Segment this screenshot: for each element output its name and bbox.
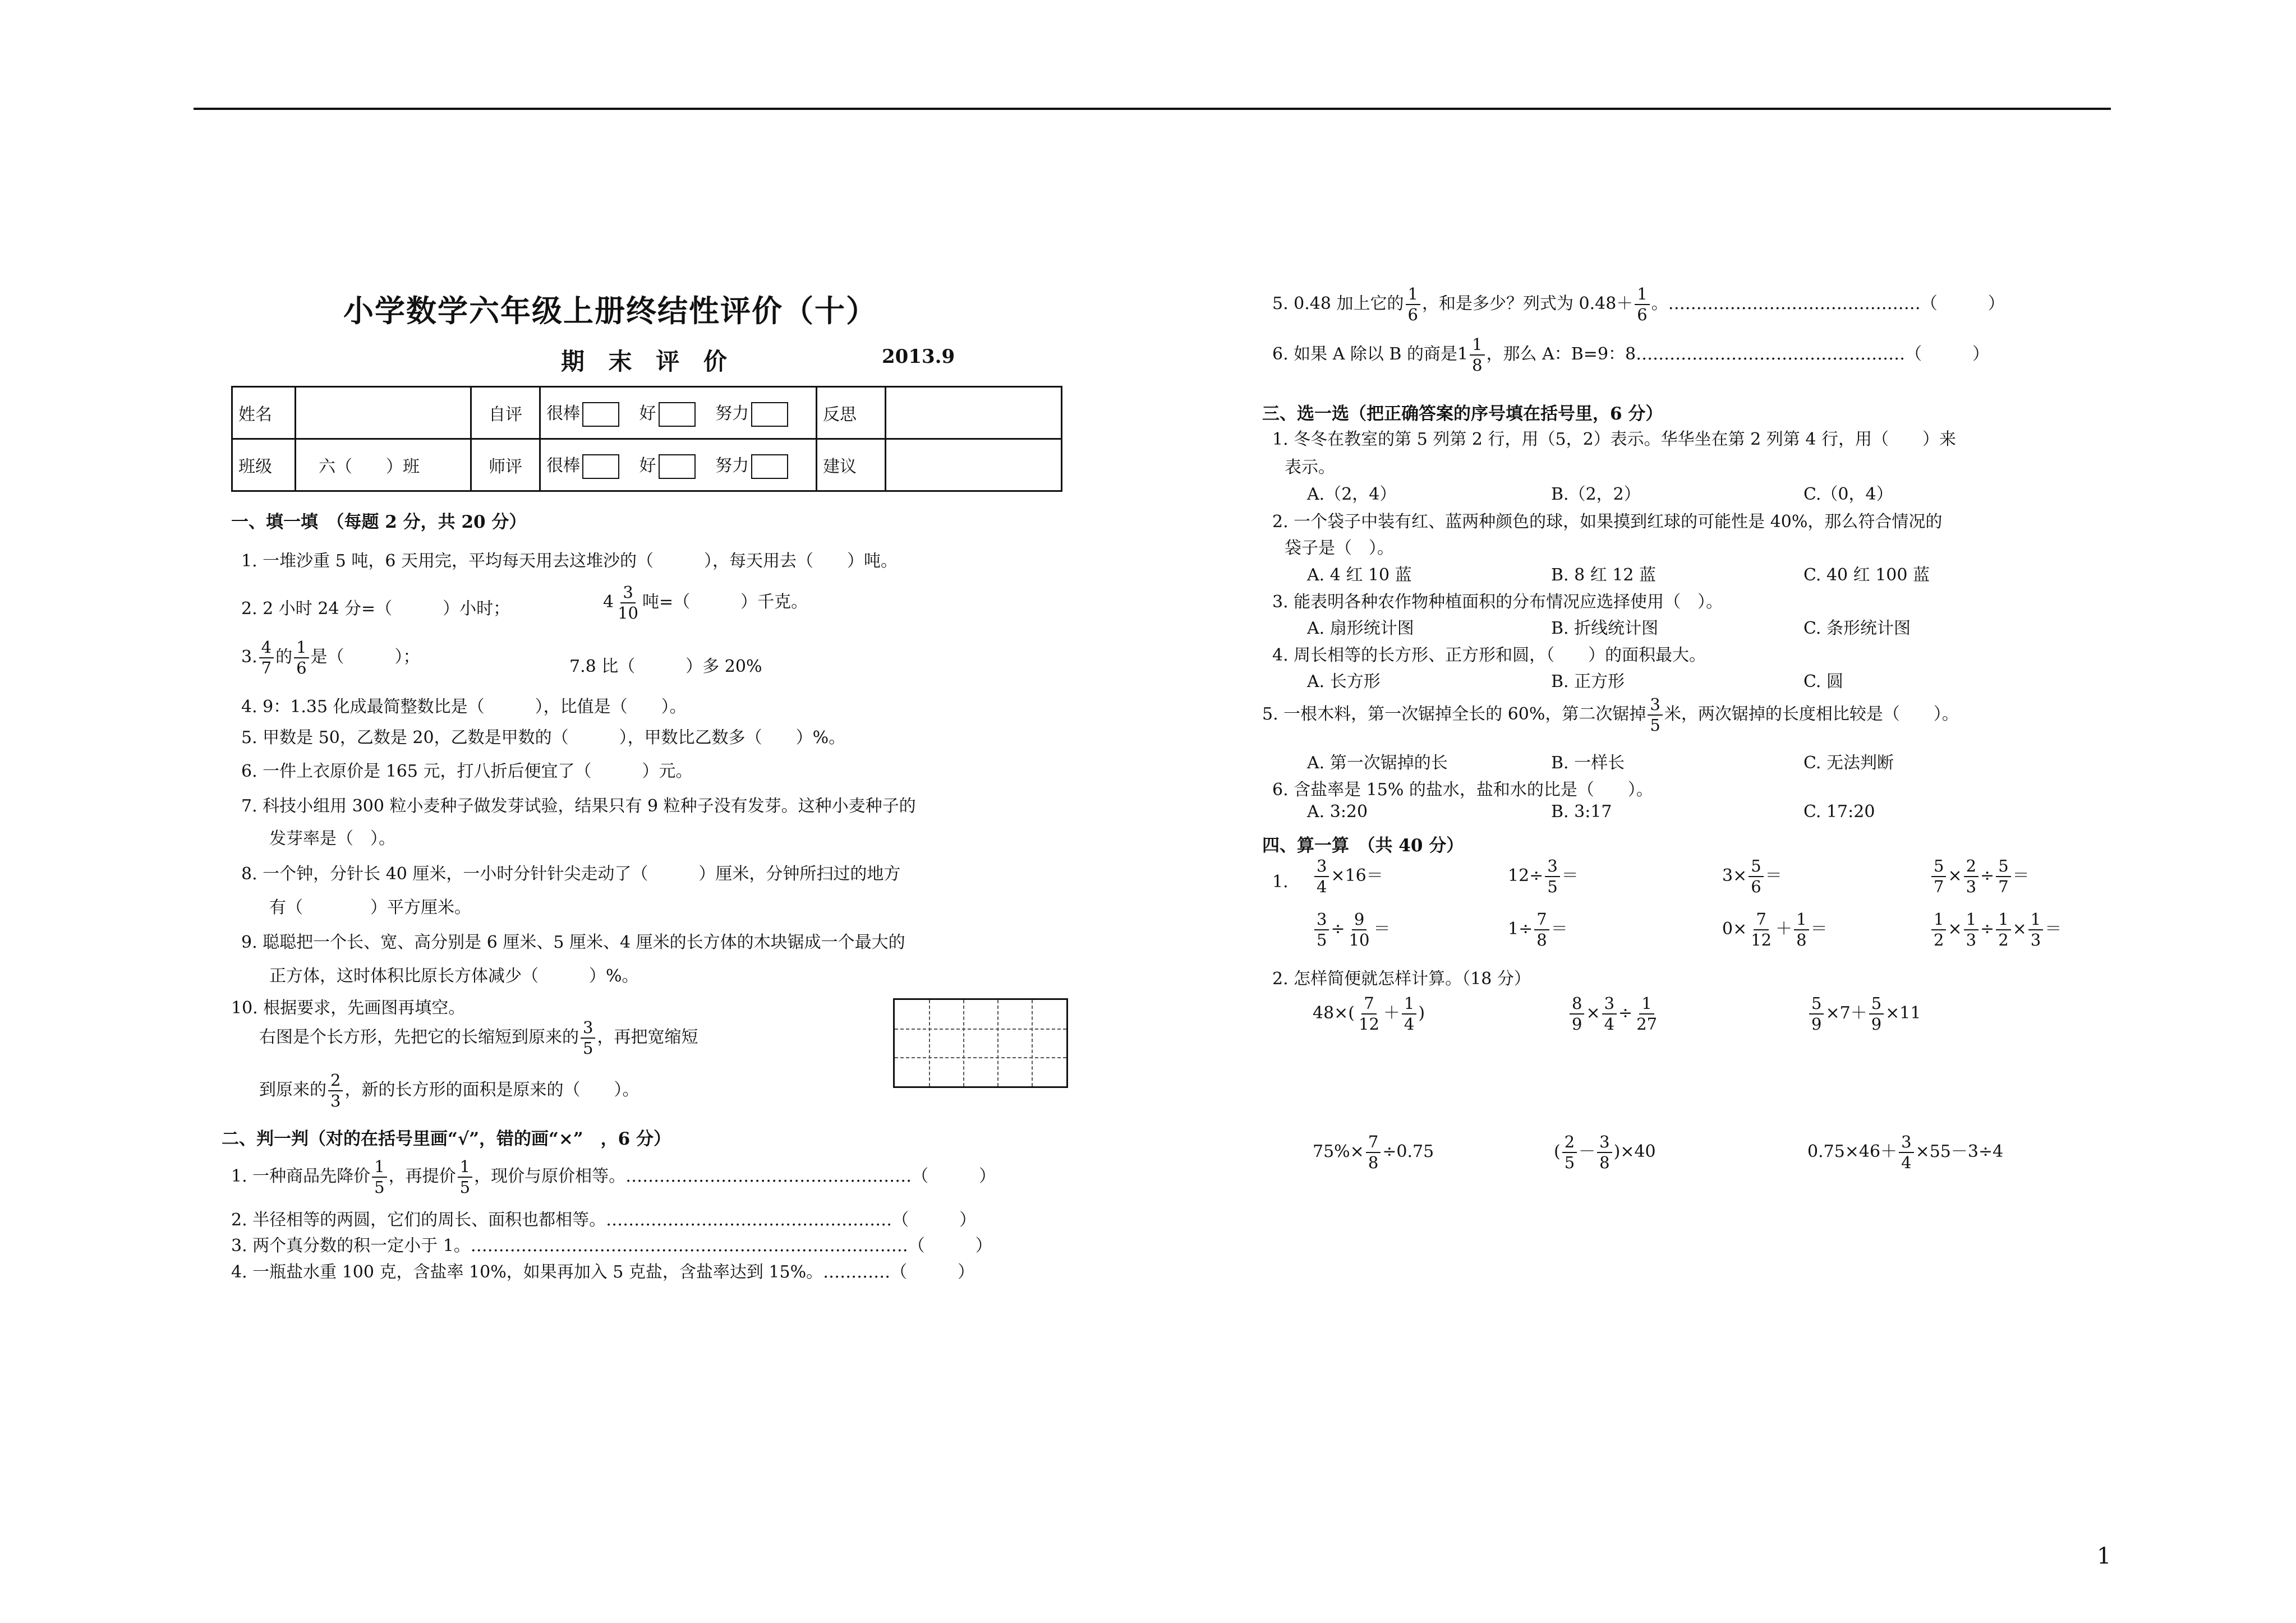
s2-q4: 4. 一瓶盐水重 100 克，含盐率 10%，如果再加入 5 克盐，含盐率达到 15%。…………（ ） [231, 1262, 975, 1282]
teacher-eval-options [540, 439, 817, 491]
exam-subtitle: 期 末 评 价 [561, 348, 735, 375]
s2-q1: 1. 一种商品先降价 $\frac{1}{5}$ ，再提价 $\frac{1}{5}$ ，现价与原价相等。……………………………………………（ ） [231, 1157, 996, 1197]
s3-q5-opt-a[interactable]: A. 第一次锯掉的长 [1307, 753, 1448, 773]
rectangle-grid-figure [893, 998, 1068, 1088]
s3-q2b: 袋子是（ ）。 [1285, 538, 1394, 558]
s3-q3-opt-c[interactable]: C. 条形统计图 [1803, 619, 1911, 638]
self-eval-label: 自评 [471, 387, 540, 439]
s3-q1-opt-b[interactable]: B.（2，2） [1551, 485, 1641, 504]
s4-expr4: $\frac{5}{7}$ × $\frac{2}{3}$ ÷ $\frac{5}{7}$ ＝ [1930, 858, 2030, 895]
s4-expr6: 1÷ $\frac{7}{8}$ ＝ [1508, 910, 1568, 949]
s3-q5-opt-b[interactable]: B. 一样长 [1551, 753, 1625, 773]
good-label: 好 [639, 403, 656, 423]
s4-simplify1: 48×( $\frac{7}{12}$ ＋ $\frac{1}{4}$ ) [1313, 994, 1425, 1034]
s1-q5: 5. 甲数是 50，乙数是 20，乙数是甲数的（ ），甲数比乙数多（ ）%。 [241, 728, 846, 748]
s3-q4: 4. 周长相等的长方形、正方形和圆，（ ）的面积最大。 [1272, 645, 1706, 665]
s1-q9b: 正方体，这时体积比原长方体减少（ ）%。 [269, 966, 639, 986]
student-info-table [231, 386, 1062, 492]
great-label: 很棒 [546, 455, 580, 476]
s3-q5-opt-c[interactable]: C. 无法判断 [1803, 753, 1894, 773]
reflect-label: 反思 [817, 387, 886, 439]
s3-q2a: 2. 一个袋子中装有红、蓝两种颜色的球，如果摸到红球的可能性是 40%，那么符合情况的 [1272, 512, 1943, 532]
s3-q1-opt-c[interactable]: C.（0，4） [1803, 485, 1893, 504]
s1-q4: 4. 9：1.35 化成最简整数比是（ ），比值是（ ）。 [241, 697, 687, 717]
s1-q2b: 4 $\frac{3}{10}$ 吨=（ ）千克。 [603, 583, 808, 623]
s2-q2: 2. 半径相等的两圆，它们的周长、面积也都相等。……………………………………………（ ） [231, 1210, 977, 1230]
s1-q9a: 9. 聪聪把一个长、宽、高分别是 6 厘米、5 厘米、4 厘米的长方体的木块锯成一个最大的 [241, 933, 905, 952]
s3-q6-opt-b[interactable]: B. 3:17 [1551, 802, 1612, 822]
s1-q10a: 10. 根据要求，先画图再填空。 [231, 998, 466, 1018]
s3-q1b: 表示。 [1285, 458, 1335, 477]
s3-q3-opt-a[interactable]: A. 扇形统计图 [1307, 619, 1414, 638]
good-box[interactable] [659, 402, 696, 427]
s1-q1: 1. 一堆沙重 5 吨，6 天用完，平均每天用去这堆沙的（ ），每天用去（ ）吨。 [241, 551, 898, 571]
s4-simplify3: $\frac{5}{9}$ ×7＋ $\frac{5}{9}$ ×11 [1807, 995, 1921, 1032]
page-number: 1 [2097, 1543, 2111, 1569]
reflect-field[interactable] [886, 387, 1062, 439]
s1-q8a: 8. 一个钟，分针长 40 厘米，一小时分针针尖走动了（ ）厘米，分钟所扫过的地方 [241, 864, 901, 884]
s1-q7a: 7. 科技小组用 300 粒小麦种子做发芽试验，结果只有 9 粒种子没有发芽。这种小麦种子的 [241, 796, 916, 816]
s1-q2a: 2. 2 小时 24 分=（ ）小时； [241, 599, 510, 619]
suggest-field[interactable] [886, 439, 1062, 491]
effort-box[interactable] [751, 402, 788, 427]
exam-date: 2013.9 [882, 345, 955, 368]
s1-q7b: 发芽率是（ ）。 [269, 829, 395, 849]
s3-q4-opt-a[interactable]: A. 长方形 [1307, 672, 1381, 691]
s3-q6: 6. 含盐率是 15% 的盐水，盐和水的比是（ ）。 [1272, 780, 1653, 800]
section1-heading: 一、填一填 （每题 2 分，共 20 分） [231, 512, 527, 532]
s3-q3-opt-b[interactable]: B. 折线统计图 [1551, 619, 1659, 638]
s3-q2-opt-b[interactable]: B. 8 红 12 蓝 [1551, 565, 1656, 585]
good-box[interactable] [659, 454, 696, 479]
section3-heading: 三、选一选（把正确答案的序号填在括号里，6 分） [1262, 404, 1663, 424]
s4-simplify2: $\frac{8}{9}$ × $\frac{3}{4}$ ÷ $\frac{1}{27}$ [1568, 995, 1661, 1032]
s3-q6-opt-c[interactable]: C. 17:20 [1803, 802, 1875, 822]
s4-simplify5: ( $\frac{2}{5}$ － $\frac{3}{8}$ )×40 [1554, 1132, 1656, 1172]
s3-q4-opt-b[interactable]: B. 正方形 [1551, 672, 1625, 691]
s1-q3b: 7.8 比（ ）多 20% [569, 657, 762, 676]
s2-q3: 3. 两个真分数的积一定小于 1。……………………………………………………………………（ ） [231, 1236, 992, 1256]
s1-q10c: 到原来的 $\frac{2}{3}$ ，新的长方形的面积是原来的（ ）。 [259, 1071, 639, 1110]
top-rule [194, 108, 2111, 110]
self-eval-options [540, 387, 817, 439]
s3-q3: 3. 能表明各种农作物种植面积的分布情况应选择使用（ ）。 [1272, 592, 1723, 612]
s4-expr7: 0× $\frac{7}{12}$ ＋ $\frac{1}{8}$ ＝ [1722, 910, 1828, 949]
name-label: 姓名 [232, 387, 296, 439]
s1-q8b: 有（ ）平方厘米。 [269, 898, 471, 917]
s3-q5: 5. 一根木料，第一次锯掉全长的 60%，第二次锯掉 $\frac{3}{5}$ 米，两次锯掉的长度相比较是（ ）。 [1262, 695, 1959, 735]
s3-q2-opt-c[interactable]: C. 40 红 100 蓝 [1803, 565, 1930, 585]
s4-expr8: $\frac{1}{2}$ × $\frac{1}{3}$ ÷ $\frac{1}{2}$ × $\frac{1}{3}$ ＝ [1930, 911, 2062, 948]
s1-q3a: 3. $\frac{4}{7}$ 的 $\frac{1}{6}$ 是（ ）； [241, 638, 420, 677]
s4-expr2: 12÷ $\frac{3}{5}$ ＝ [1508, 856, 1579, 896]
effort-box[interactable] [751, 454, 788, 479]
section4-heading: 四、算一算 （共 40 分） [1262, 836, 1464, 856]
s2-q5: 5. 0.48 加上它的 $\frac{1}{6}$ ，和是多少？列式为 0.48＋ $\frac{1}{6}$ 。………………………………………（ ） [1272, 284, 2005, 324]
teacher-eval-label: 师评 [471, 439, 540, 491]
great-box[interactable] [582, 402, 619, 427]
s1-q6: 6. 一件上衣原价是 165 元，打八折后便宜了（ ）元。 [241, 762, 693, 781]
great-box[interactable] [582, 454, 619, 479]
s1-q10b: 右图是个长方形，先把它的长缩短到原来的 $\frac{3}{5}$ ，再把宽缩短 [259, 1018, 698, 1058]
s4-lead1: 1. [1272, 872, 1289, 892]
section2-heading: 二、判一判（对的在括号里画“√”，错的画“×” ，6 分） [222, 1129, 671, 1149]
s3-q1a: 1. 冬冬在教室的第 5 列第 2 行，用（5，2）表示。华华坐在第 2 列第 4 行，用（ ）来 [1272, 430, 1956, 449]
s3-q2-opt-a[interactable]: A. 4 红 10 蓝 [1307, 565, 1412, 585]
name-field[interactable] [296, 387, 471, 439]
s3-q4-opt-c[interactable]: C. 圆 [1803, 672, 1843, 691]
effort-label: 努力 [715, 403, 749, 423]
suggest-label: 建议 [817, 439, 886, 491]
s3-q6-opt-a[interactable]: A. 3:20 [1307, 802, 1368, 822]
s4-expr3: 3× $\frac{5}{6}$ ＝ [1722, 856, 1782, 896]
great-label: 很棒 [546, 403, 580, 423]
good-label: 好 [639, 455, 656, 476]
s4-expr1: $\frac{3}{4}$ ×16＝ [1313, 858, 1383, 895]
class-label: 班级 [232, 439, 296, 491]
s4-q2: 2. 怎样简便就怎样计算。（18 分） [1272, 969, 1531, 989]
s4-expr5: $\frac{3}{5}$ ÷ $\frac{9}{10}$ ＝ [1313, 911, 1391, 948]
exam-title: 小学数学六年级上册终结性评价（十） [343, 293, 877, 329]
s4-simplify4: 75%× $\frac{7}{8}$ ÷0.75 [1313, 1132, 1434, 1172]
class-field[interactable]: 六（ ）班 [296, 439, 471, 491]
s2-q6: 6. 如果 A 除以 B 的商是1 $\frac{1}{8}$ ，那么 A：B=9：8…………………………………………（ ） [1272, 335, 1990, 375]
s3-q1-opt-a[interactable]: A.（2，4） [1307, 485, 1397, 504]
s4-simplify6: 0.75×46＋ $\frac{3}{4}$ ×55－3÷4 [1807, 1132, 2004, 1172]
effort-label: 努力 [715, 455, 749, 476]
